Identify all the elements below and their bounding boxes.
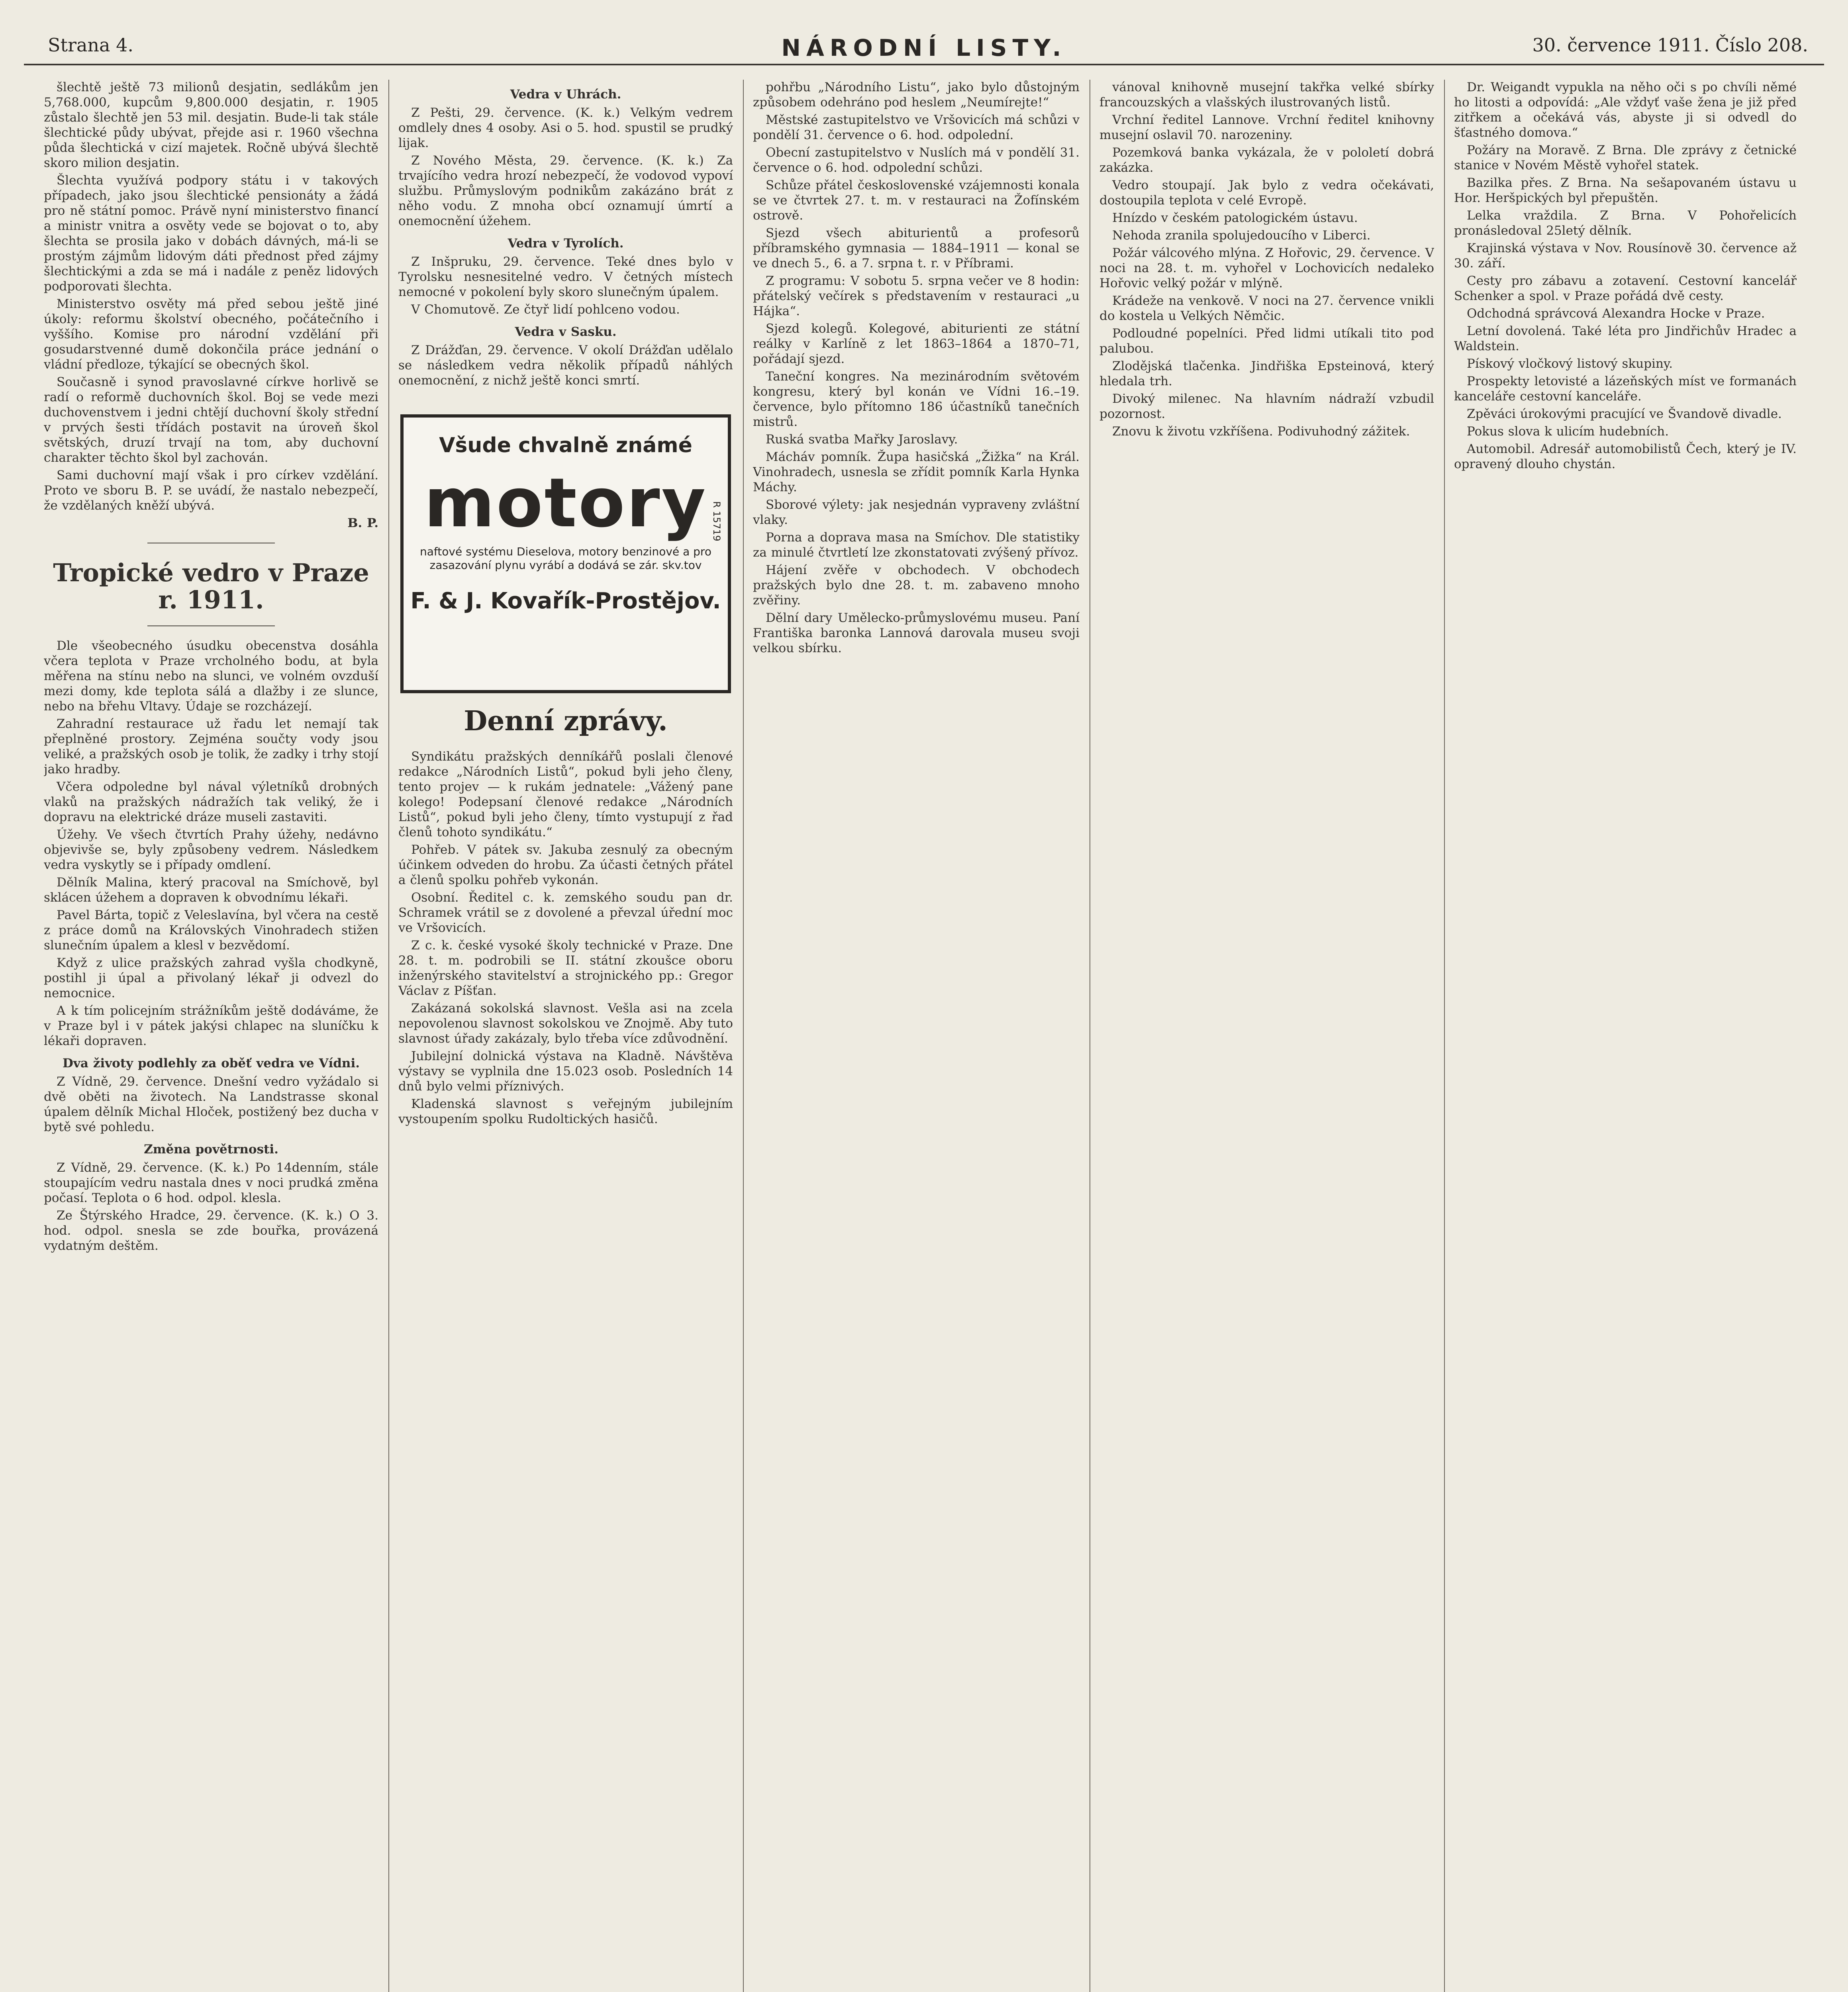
article-paragraph: Z Vídně, 29. července. (K. k.) Po 14denním, stále stoupajícím vedru nastala dnes v noci prudká změna počasí. Teplota o 6 hod. odpol. klesla. [44, 1161, 378, 1205]
article-paragraph: Požáry na Moravě. Z Brna. Dle zprávy z četnické stanice v Novém Městě vyhořel statek. [1454, 143, 1797, 173]
subheading: Dva životy podlehly za oběť vedra ve Vídni. [62, 1056, 360, 1071]
article-paragraph: Pohřeb. V pátek sv. Jakuba zesnulý za obecným účinkem odveden do hrobu. Za účasti četných přátel a členů spolku pohřeb vykonán. [398, 843, 733, 887]
article-paragraph: Ze Štýrského Hradce, 29. července. (K. k.) O 3. hod. odpol. snesla se zde bouřka, provázená vydatným deštěm. [44, 1208, 378, 1253]
article-paragraph: Sborové výlety: jak nesjednán vypraveny zvláštní vlaky. [753, 498, 1080, 527]
article-paragraph: A k tím policejním strážníkům ještě dodáváme, že v Praze byl i v pátek jakýsi chlapec na sluníčku k lékaři dopraven. [44, 1004, 378, 1048]
article-paragraph: Požár válcového mlýna. Z Hořovic, 29. července. V noci na 28. t. m. vyhořel v Lochovicích nedaleko Hořovic velký požár v mlýně. [1099, 246, 1434, 290]
article-paragraph: Bazilka přes. Z Brna. Na sešapovaném ústavu u Hor. Heršpických byl přepuštěn. [1454, 176, 1797, 205]
article-paragraph: Krádeže na venkově. V noci na 27. července vnikli do kostela u Velkých Němčic. [1099, 294, 1434, 323]
article-paragraph: Osobní. Ředitel c. k. zemského soudu pan dr. Schramek vrátil se z dovolené a převzal úřední moc ve Vršovicích. [398, 890, 733, 935]
motor-advertisement [400, 414, 731, 693]
article-paragraph: Mácháv pomník. Župa hasičská „Žižka“ na Král. Vinohradech, usnesla se zřídit pomník Karla Hynka Máchy. [753, 450, 1080, 494]
ad-maker: F. & J. Kovařík-Prostějov. [410, 588, 721, 614]
subheading: Vedra v Tyrolích. [508, 236, 624, 251]
column-4 [1099, 80, 1434, 1992]
article-paragraph: Dle všeobecného úsudku obecenstva dosáhla včera teplota v Praze vrcholného bodu, at byla měřena na stínu nebo na slunci, ve volném ovzduší mezi domy, kde teplota sálá a dlažby i ze slunce, nebo na břehu Vltavy. Údaje se rozcházejí. [44, 639, 378, 714]
article-paragraph: Ministerstvo osvěty má před sebou ještě jiné úkoly: reformu školství obecného, počátečního i vyššího. Komise pro národní vzdělání při gosudarstvenné dumě dokončila práce jednání o vládní předloze, týkající se obecných škol. [44, 297, 378, 372]
article-paragraph: Obecní zastupitelstvo v Nuslích má v pondělí 31. července o 6. hod. odpolední schůzi. [753, 145, 1080, 175]
article-paragraph: Zpěváci úrokovými pracující ve Švandově divadle. [1467, 407, 1782, 421]
issue-date: 30. července 1911. Číslo 208. [1532, 34, 1808, 56]
article-paragraph: Z Inšpruku, 29. července. Teké dnes bylo v Tyrolsku nesnesitelné vedro. V četných místech nemocné v pokolení byly skoro slunečným úpalem. [398, 255, 733, 299]
article-paragraph: Dělní dary Umělecko-průmyslovému museu. Paní Františka baronka Lannová darovala museu svoji velkou sbírku. [753, 611, 1080, 655]
article-paragraph: Zahradní restaurace už řadu let nemají tak přeplněné prostory. Zejména součty vody jsou veliké, a pražských osob je tolik, že zadky i trhy stojí jako hradby. [44, 717, 378, 776]
ad-slogan: Všude chvalně známé [439, 433, 692, 457]
article-paragraph: Zlodějská tlačenka. Jindřiška Epsteinová, který hledala trh. [1099, 359, 1434, 388]
article-paragraph: Krajinská výstava v Nov. Rousínově 30. července až 30. září. [1454, 241, 1797, 271]
article-paragraph: Pískový vločkový listový skupiny. [1467, 357, 1673, 371]
article-paragraph: Syndikátu pražských denníkářů poslali členové redakce „Národních Listů“, pokud byli jeho členy, tento projev — k rukám jednatele: „Vážený pane kolego! Podepsaní členové redakce „Národních Listů“, pokud byli jeho členy, tímto vystupují z řad členů tohoto syndikátu.“ [398, 749, 733, 839]
article-paragraph: Vedro stoupají. Jak bylo z vedra očekávati, dostoupila teplota v celé Evropě. [1099, 178, 1434, 208]
article-paragraph: Znovu k životu vzkříšena. Podivuhodný zážitek. [1112, 424, 1410, 439]
article-paragraph: Zakázaná sokolská slavnost. Vešla asi na zcela nepovolenou slavnost sokolskou ve Znojmě. Aby tuto slavnost úřady zakázaly, bylo třeba více zdůvodnění. [398, 1001, 733, 1046]
subheading: Vedra v Sasku. [515, 325, 617, 339]
ad-code: R 15719 [711, 501, 722, 541]
article-headline: Tropické vedro v Praze r. 1911. [53, 558, 369, 614]
article-paragraph: Cesty pro zábavu a zotavení. Cestovní kancelář Schenker a spol. v Praze pořádá dvě cesty. [1454, 274, 1797, 303]
article-paragraph: Kladenská slavnost s veřejným jubilejním vystoupením spolku Rudoltických hasičů. [398, 1097, 733, 1126]
article-paragraph: V Chomutově. Ze čtyř lidí pohlceno vodou. [411, 302, 680, 317]
article-paragraph: Hájení zvěře v obchodech. V obchodech pražských bylo dne 28. t. m. zabaveno mnoho zvěřiny. [753, 563, 1080, 608]
article-paragraph: šlechtě ještě 73 milionů desjatin, sedlákům jen 5,768.000, kupcům 9,800.000 desjatin, r. 1905 zůstalo šlechtě jen 53 mil. desjatin. Bude-li tak stále šlechtické půdy ubývat, přejde asi r. 1960 všechna půda šlechtická v cizí majetek. Ročně ubývá šlechtě skoro milion desjatin. [44, 80, 378, 170]
article-paragraph: pohřbu „Národního Listu“, jako bylo důstojným způsobem odehráno pod heslem „Neumírejte!“ [753, 80, 1080, 110]
article-paragraph: Vrchní ředitel Lannove. Vrchní ředitel knihovny musejní oslavil 70. narozeniny. [1099, 113, 1434, 142]
article-paragraph: Pokus slova k ulicím hudebních. [1467, 424, 1669, 439]
article-paragraph: Úžehy. Ve všech čtvrtích Prahy úžehy, nedávno objevivše se, byly způsobeny vedrem. Následkem vedra vyskytly se i případy omdlení. [44, 827, 378, 872]
article-paragraph: Včera odpoledne byl nával výletníků drobných vlaků na pražských nádražích tak veliký, že i dopravu na elektrické dráze museli zastaviti. [44, 780, 378, 824]
article-paragraph: Pozemková banka vykázala, že v pololetí dobrá zakázka. [1099, 145, 1434, 175]
article-paragraph: Z Pešti, 29. července. (K. k.) Velkým vedrem omdlely dnes 4 osoby. Asi o 5. hod. spustil se prudký lijak. [398, 106, 733, 150]
article-paragraph: Sjezd všech abiturientů a profesorů příbramského gymnasia — 1884–1911 — konal se ve dnech 5., 6. a 7. srpna t. r. v Příbrami. [753, 226, 1080, 271]
article-paragraph: Z Nového Města, 29. července. (K. k.) Za trvajícího vedra hrozí nebezpečí, že vodovod vypoví službu. Průmyslovým podnikům zakázáno brát z něho vodu. Z mnoha obcí oznamují úmrtí a onemocnění úžehem. [398, 153, 733, 228]
section-title-daily-news: Denní zprávy. [464, 705, 668, 737]
column-5 [1454, 80, 1797, 1992]
article-paragraph: Jubilejní dolnická výstava na Kladně. Návštěva výstavy se vyplnila dne 15.023 osob. Posledních 14 dnů bylo velmi příznivých. [398, 1049, 733, 1094]
article-paragraph: Šlechta využívá podpory státu i v takových případech, jako jsou šlechtické pensionáty a žádá pro ně státní pomoc. Právě nyní ministerstvo financí a ministr vnitra a osvěty vede se bojovat o to, aby šlechta se prosila jako v dobách dávných, má-li se prostým zájmům lidovým dáti přednost před zájmy šlechtickými a zda se má i nadále z peněz lidových podporovati šlechta. [44, 173, 378, 294]
article-paragraph: Současně i synod pravoslavné církve horlivě se radí o reformě duchovních škol. Boj se vede mezi duchovenstvem i jedni chtějí duchovní školy střední v prvých šesti třídách postavit na úroveň škol světských, druzí trvají na tom, aby duchovní charakter těchto škol byl zachován. [44, 375, 378, 465]
article-paragraph: Z Drážďan, 29. července. V okolí Drážďan udělalo se následkem vedra několik případů náhlých onemocnění, z nichž ještě konci smrtí. [398, 343, 733, 388]
page-header [24, 20, 1824, 65]
article-paragraph: Odchodná správcová Alexandra Hocke v Praze. [1467, 306, 1765, 321]
article-paragraph: Ruská svatba Mařky Jaroslavy. [766, 432, 958, 447]
article-paragraph: Dělník Malina, který pracoval na Smíchově, byl sklácen úžehem a dopraven k obvodnímu lékaři. [44, 875, 378, 905]
article-paragraph: Schůze přátel československé vzájemnosti konala se ve čtvrtek 27. t. m. v restauraci na Žofínském ostrově. [753, 178, 1080, 223]
section-divider [147, 625, 275, 626]
article-paragraph: Nehoda zranila spolujedoucího v Liberci. [1112, 228, 1371, 243]
article-paragraph: Automobil. Adresář automobilistů Čech, který je IV. opravený dlouho chystán. [1454, 442, 1797, 471]
ad-description: naftové systému Dieselova, motory benzinové a pro zasazování plynu vyrábí a dodává se zár. skv.tov [420, 545, 711, 572]
column-1 [44, 80, 378, 1992]
article-paragraph: Z c. k. české vysoké školy technické v Praze. Dne 28. t. m. podrobili se II. státní zkoušce oboru inženýrského stavitelství a strojnického pp.: Gregor Václav z Píšťan. [398, 938, 733, 998]
article-paragraph: Porna a doprava masa na Smíchov. Dle statistiky za minulé čtvrtletí lze zkonstatovati zvýšený přívoz. [753, 530, 1080, 560]
column-3 [753, 80, 1080, 1992]
article-paragraph: Pavel Bárta, topič z Veleslavína, byl včera na cestě z práce domů na Královských Vinohradech stižen slunečním úpalem a klesl v bezvědomí. [44, 908, 378, 953]
article-paragraph: vánoval knihovně musejní takřka velké sbírky francouzských a vlašských ilustrovaných listů. [1099, 80, 1434, 110]
article-paragraph: Když z ulice pražských zahrad vyšla chodkyně, postihl ji úpal a přivolaný lékař ji odvezl do nemocnice. [44, 956, 378, 1000]
column-divider [388, 80, 389, 1992]
article-paragraph: Městské zastupitelstvo ve Vršovicích má schůzi v pondělí 31. července o 6. hod. odpolední. [753, 113, 1080, 142]
column-divider [1444, 80, 1445, 1992]
column-divider [743, 80, 744, 1992]
article-paragraph: Sami duchovní mají však i pro církev vzdělání. Proto ve sboru B. P. se uvádí, že nastalo nebezpečí, že vzdělaných kněží ubývá. [44, 468, 378, 513]
article-paragraph: Letní dovolená. Také léta pro Jindřichův Hradec a Waldstein. [1454, 324, 1797, 353]
article-paragraph: Z Vídně, 29. července. Dnešní vedro vyžádalo si dvě oběti na životech. Na Landstrasse skonal úpalem dělník Michal Hloček, postižený bez ducha v bytě své pohledu. [44, 1074, 378, 1134]
article-paragraph: Lelka vraždila. Z Brna. V Pohořelicích pronásledoval 25letý dělník. [1454, 208, 1797, 238]
article-paragraph: Taneční kongres. Na mezinárodním světovém kongresu, který byl konán ve Vídni 16.–19. července, bylo přítomno 186 účastníků tanečních mistrů. [753, 369, 1080, 429]
author-signature: B. P. [347, 516, 378, 530]
subheading: Vedra v Uhrách. [510, 87, 621, 102]
article-paragraph: Podloudné popelníci. Před lidmi utíkali tito pod palubou. [1099, 326, 1434, 356]
page-number: Strana 4. [48, 34, 133, 56]
article-paragraph: Hnízdo v českém patologickém ústavu. [1112, 211, 1358, 225]
masthead-title: NÁRODNÍ LISTY. [781, 34, 1067, 61]
ad-brand: motory [424, 464, 707, 543]
article-paragraph: Sjezd kolegů. Kolegové, abiturienti ze státní reálky v Karlíně z let 1863–1864 a 1870–71, pořádají sjezd. [753, 322, 1080, 366]
article-paragraph: Divoký milenec. Na hlavním nádraží vzbudil pozornost. [1099, 392, 1434, 421]
column-2-top [398, 80, 733, 406]
article-paragraph: Dr. Weigandt vypukla na něho oči s po chvíli němé ho litosti a odpovídá: „Ale vždyť vaše žena je již před zitřkem a očekává vás, abyste ji si odvedl do šťastného domova.“ [1454, 80, 1797, 140]
article-paragraph: Prospekty letovisté a lázeňských míst ve formanách kanceláře cestovní kanceláře. [1454, 374, 1797, 404]
column-2-bottom [398, 749, 733, 1992]
article-paragraph: Z programu: V sobotu 5. srpna večer ve 8 hodin: přátelský večírek s představením v restauraci „u Hájka“. [753, 274, 1080, 318]
subheading: Změna povětrnosti. [144, 1142, 278, 1157]
